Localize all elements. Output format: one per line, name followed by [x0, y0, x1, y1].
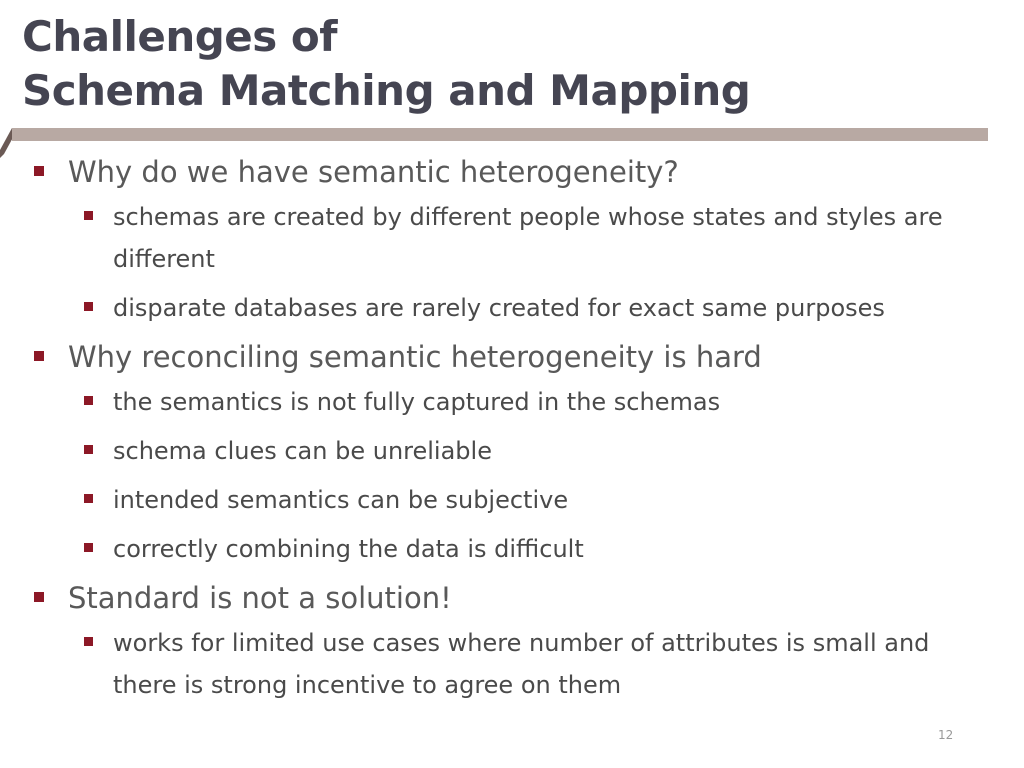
sub-bullet-text: schema clues can be unreliable: [113, 437, 492, 465]
sub-bullet-item: [68, 622, 1000, 706]
sub-bullet-text: works for limited use cases where number of attributes is small and there is strong incentive to agree on them: [113, 629, 930, 699]
sub-bullet-list: [68, 622, 1000, 706]
sub-bullet-item: [68, 479, 1000, 521]
sub-bullet-text: correctly combining the data is difficult: [113, 535, 584, 563]
sub-bullet-item: [68, 528, 1000, 570]
sub-bullet-item: [68, 430, 1000, 472]
sub-bullet-item: [68, 196, 1000, 280]
square-bullet-icon: [84, 302, 93, 311]
sub-bullet-item: [68, 381, 1000, 423]
bullet-item-1: [30, 152, 1000, 329]
bullet-text: Why reconciling semantic heterogeneity is hard: [68, 340, 762, 374]
square-bullet-icon: [84, 637, 93, 646]
square-bullet-icon: [84, 543, 93, 552]
sub-bullet-list: [68, 381, 1000, 570]
slide-body: [30, 152, 1000, 714]
page-number: 12: [938, 728, 954, 742]
sub-bullet-item: [68, 287, 1000, 329]
square-bullet-icon: [84, 494, 93, 503]
bullet-item-3: [30, 578, 1000, 706]
bullet-text: Standard is not a solution!: [68, 581, 452, 615]
sub-bullet-text: schemas are created by different people whose states and styles are different: [113, 203, 943, 273]
square-bullet-icon: [84, 445, 93, 454]
bullet-list: [30, 152, 1000, 706]
title-divider-bar: [12, 128, 988, 141]
sub-bullet-text: the semantics is not fully captured in the schemas: [113, 388, 721, 416]
sub-bullet-text: intended semantics can be subjective: [113, 486, 569, 514]
sub-bullet-text: disparate databases are rarely created for exact same purposes: [113, 294, 885, 322]
slide-title-line-2: Schema Matching and Mapping: [22, 66, 751, 115]
square-bullet-icon: [34, 592, 44, 602]
bullet-text: Why do we have semantic heterogeneity?: [68, 155, 679, 189]
bullet-item-2: [30, 337, 1000, 570]
square-bullet-icon: [84, 396, 93, 405]
square-bullet-icon: [34, 166, 44, 176]
square-bullet-icon: [34, 351, 44, 361]
sub-bullet-list: [68, 196, 1000, 329]
square-bullet-icon: [84, 211, 93, 220]
slide-title: [22, 10, 750, 118]
slide-title-line-1: Challenges of: [22, 12, 338, 61]
